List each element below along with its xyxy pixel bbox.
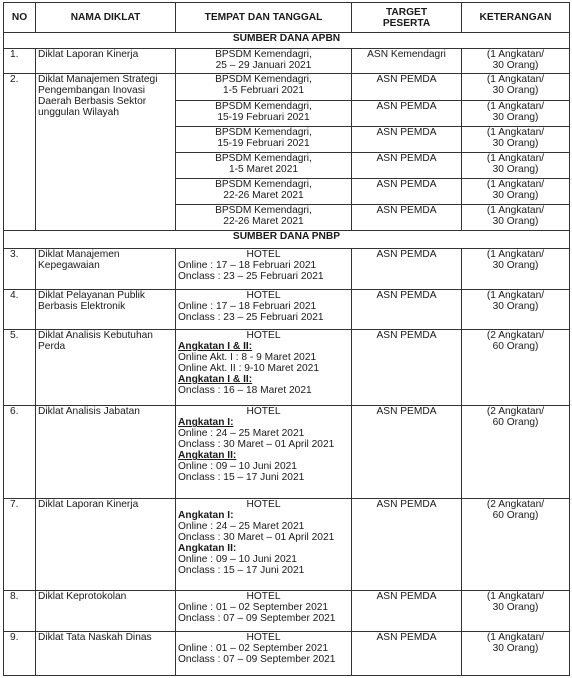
hotel-label: HOTEL [246,289,281,301]
header-tempat-tanggal: TEMPAT DAN TANGGAL [176,3,352,33]
ket-line: (1 Angkatan/ [486,100,545,112]
header-target-line1: TARGET [385,6,428,18]
row-keterangan [462,178,570,204]
tempat-line: BPSDM Kemendagri, [215,126,312,138]
row-no: 5. [4,329,36,405]
row-target: ASN PEMDA [352,126,462,152]
row-nama-diklat: Diklat Keprotokolan [36,591,176,631]
row-keterangan [462,591,570,631]
row-tempat [176,205,352,231]
row-keterangan [462,498,570,591]
row-target: ASN PEMDA [352,152,462,178]
header-target-line2: PESERTA [382,17,431,29]
ket-line: (1 Angkatan/ [486,289,545,301]
row-no: 8. [4,591,36,631]
row-nama-diklat: Diklat Laporan Kinerja [36,498,176,591]
header-no: NO [4,3,36,33]
schedule-line: Online Akt. II : 9-10 Maret 2021 [178,362,320,374]
ket-line: 30 Orang) [492,137,539,149]
table-row [4,498,570,591]
row-target: ASN PEMDA [352,249,462,289]
row-tempat [176,289,352,329]
row-keterangan [462,205,570,231]
schedule-line: Online : 17 – 18 Februari 2021 [178,260,317,272]
schedule-line: Online : 17 – 18 Februari 2021 [178,300,317,312]
row-target: ASN PEMDA [352,591,462,631]
row-keterangan [462,289,570,329]
schedule-line: Onclass : 07 – 09 September 2021 [178,653,336,665]
tempat-line: 1-5 Februari 2021 [223,85,304,97]
row-tempat [176,126,352,152]
angkatan-heading: Angkatan I: [178,509,234,521]
ket-line: 30 Orang) [492,216,539,228]
row-nama-diklat: Diklat Pelayanan Publik Berbasis Elektronik [36,289,176,329]
section-title-apbn: SUMBER DANA APBN [4,33,570,49]
section-title-pnbp: SUMBER DANA PNBP [4,231,570,249]
schedule-line: Onclass : 30 Maret – 01 April 2021 [178,531,335,543]
row-tempat [176,152,352,178]
tempat-line: 25 – 29 Januari 2021 [215,60,312,72]
row-no: 6. [4,406,36,499]
row-target: ASN PEMDA [352,498,462,591]
ket-line: 30 Orang) [492,602,539,614]
row-keterangan [462,249,570,289]
schedule-line: Onclass : 15 – 17 Juni 2021 [178,564,305,576]
row-target: ASN PEMDA [352,406,462,499]
tempat-line: 1-5 Maret 2021 [228,163,299,175]
table-row [4,631,570,675]
row-target: ASN PEMDA [352,205,462,231]
header-nama-diklat: NAMA DIKLAT [36,3,176,33]
tempat-line: BPSDM Kemendagri, [215,49,312,61]
row-nama-diklat: Diklat Analisis Jabatan [36,406,176,499]
ket-line: (2 Angkatan/ [486,406,545,418]
tempat-line: 15-19 Februari 2021 [217,137,310,149]
tempat-line: 22-26 Maret 2021 [223,189,304,201]
ket-line: (2 Angkatan/ [486,498,545,510]
row-tempat [176,49,352,74]
row-keterangan [462,74,570,100]
schedule-line: Onclass : 23 – 25 Februari 2021 [178,271,324,283]
ket-line: 30 Orang) [492,60,539,72]
row-keterangan [462,406,570,499]
row-nama-diklat: Diklat Analisis Kebutuhan Perda [36,329,176,405]
row-nama-diklat: Diklat Manajemen Strategi Pengembangan Inovasi Daerah Berbasis Sektor unggulan Wilayah [36,74,176,231]
tempat-line: 15-19 Februari 2021 [217,111,310,123]
ket-line: 60 Orang) [492,340,539,352]
schedule-line: Onclass : 23 – 25 Februari 2021 [178,311,324,323]
ket-line: 30 Orang) [492,642,539,654]
row-tempat [176,406,352,499]
ket-line: (1 Angkatan/ [486,178,545,190]
row-no: 7. [4,498,36,591]
table-row [4,289,570,329]
hotel-label: HOTEL [246,406,281,418]
table-header-row [4,3,570,33]
table-row [4,49,570,74]
tempat-line: 22-26 Maret 2021 [223,216,304,228]
row-no: 2. [4,74,36,231]
ket-line: 30 Orang) [492,300,539,312]
schedule-line: Online : 09 – 10 Juni 2021 [178,461,297,473]
ket-line: (2 Angkatan/ [486,329,545,341]
row-keterangan [462,329,570,405]
schedule-line: Onclass : 15 – 17 Juni 2021 [178,472,305,484]
ket-line: (1 Angkatan/ [486,49,545,61]
schedule-line: Onclass : 07 – 09 September 2021 [178,613,336,625]
row-target: ASN PEMDA [352,631,462,675]
table-row [4,329,570,405]
hotel-label: HOTEL [246,249,281,261]
ket-line: (1 Angkatan/ [486,152,545,164]
schedule-line: Onclass : 30 Maret – 01 April 2021 [178,439,335,451]
ket-line: (1 Angkatan/ [486,205,545,217]
angkatan-heading: Angkatan II: [178,542,237,554]
table-row [4,406,570,499]
ket-line: 30 Orang) [492,189,539,201]
row-tempat [176,178,352,204]
row-keterangan [462,49,570,74]
ket-line: 30 Orang) [492,163,539,175]
row-tempat [176,249,352,289]
ket-line: 30 Orang) [492,85,539,97]
angkatan-heading: Angkatan I & II: [178,340,253,352]
row-tempat [176,591,352,631]
hotel-label: HOTEL [246,631,281,643]
ket-line: (1 Angkatan/ [486,631,545,643]
tempat-line: BPSDM Kemendagri, [215,100,312,112]
hotel-label: HOTEL [246,498,281,510]
section-row-pnbp [4,231,570,249]
ket-line: (1 Angkatan/ [486,74,545,86]
row-keterangan [462,100,570,126]
header-keterangan: KETERANGAN [462,3,570,33]
row-no: 1. [4,49,36,74]
table-row [4,591,570,631]
table-row [4,249,570,289]
row-target: ASN PEMDA [352,178,462,204]
row-tempat [176,100,352,126]
schedule-line: Onclass : 16 – 18 Maret 2021 [178,384,312,396]
tempat-line: BPSDM Kemendagri, [215,178,312,190]
hotel-label: HOTEL [246,329,281,341]
training-schedule-table [3,2,570,676]
ket-line: 60 Orang) [492,417,539,429]
schedule-line: Online Akt. I : 8 - 9 Maret 2021 [178,351,317,363]
schedule-line: Online : 09 – 10 Juni 2021 [178,553,297,565]
ket-line: 60 Orang) [492,509,539,521]
header-target-peserta [352,3,462,33]
section-row-apbn [4,33,570,49]
row-tempat [176,329,352,405]
hotel-label: HOTEL [246,591,281,603]
row-no: 3. [4,249,36,289]
row-tempat [176,498,352,591]
row-no: 4. [4,289,36,329]
schedule-line: Online : 24 – 25 Maret 2021 [178,520,305,532]
row-keterangan [462,126,570,152]
row-keterangan [462,152,570,178]
tempat-line: BPSDM Kemendagri, [215,74,312,86]
angkatan-heading: Angkatan I & II: [178,373,253,385]
ket-line: 30 Orang) [492,111,539,123]
ket-line: 30 Orang) [492,260,539,272]
schedule-line: Online : 24 – 25 Maret 2021 [178,428,305,440]
row-nama-diklat: Diklat Tata Naskah Dinas [36,631,176,675]
row-keterangan [462,631,570,675]
row-target: ASN PEMDA [352,289,462,329]
row-nama-diklat: Diklat Laporan Kinerja [36,49,176,74]
row-target: ASN PEMDA [352,74,462,100]
row-target: ASN PEMDA [352,329,462,405]
row-no: 9. [4,631,36,675]
schedule-line: Online : 01 – 02 September 2021 [178,602,329,614]
row-tempat [176,74,352,100]
angkatan-heading: Angkatan II: [178,450,237,462]
angkatan-heading: Angkatan I: [178,417,234,429]
ket-line: (1 Angkatan/ [486,249,545,261]
table-row [4,74,570,100]
row-nama-diklat: Diklat Manajemen Kepegawaian [36,249,176,289]
row-tempat [176,631,352,675]
tempat-line: BPSDM Kemendagri, [215,152,312,164]
ket-line: (1 Angkatan/ [486,591,545,603]
schedule-line: Online : 01 – 02 September 2021 [178,642,329,654]
ket-line: (1 Angkatan/ [486,126,545,138]
row-target: ASN PEMDA [352,100,462,126]
tempat-line: BPSDM Kemendagri, [215,205,312,217]
row-target: ASN Kemendagri [352,49,462,74]
